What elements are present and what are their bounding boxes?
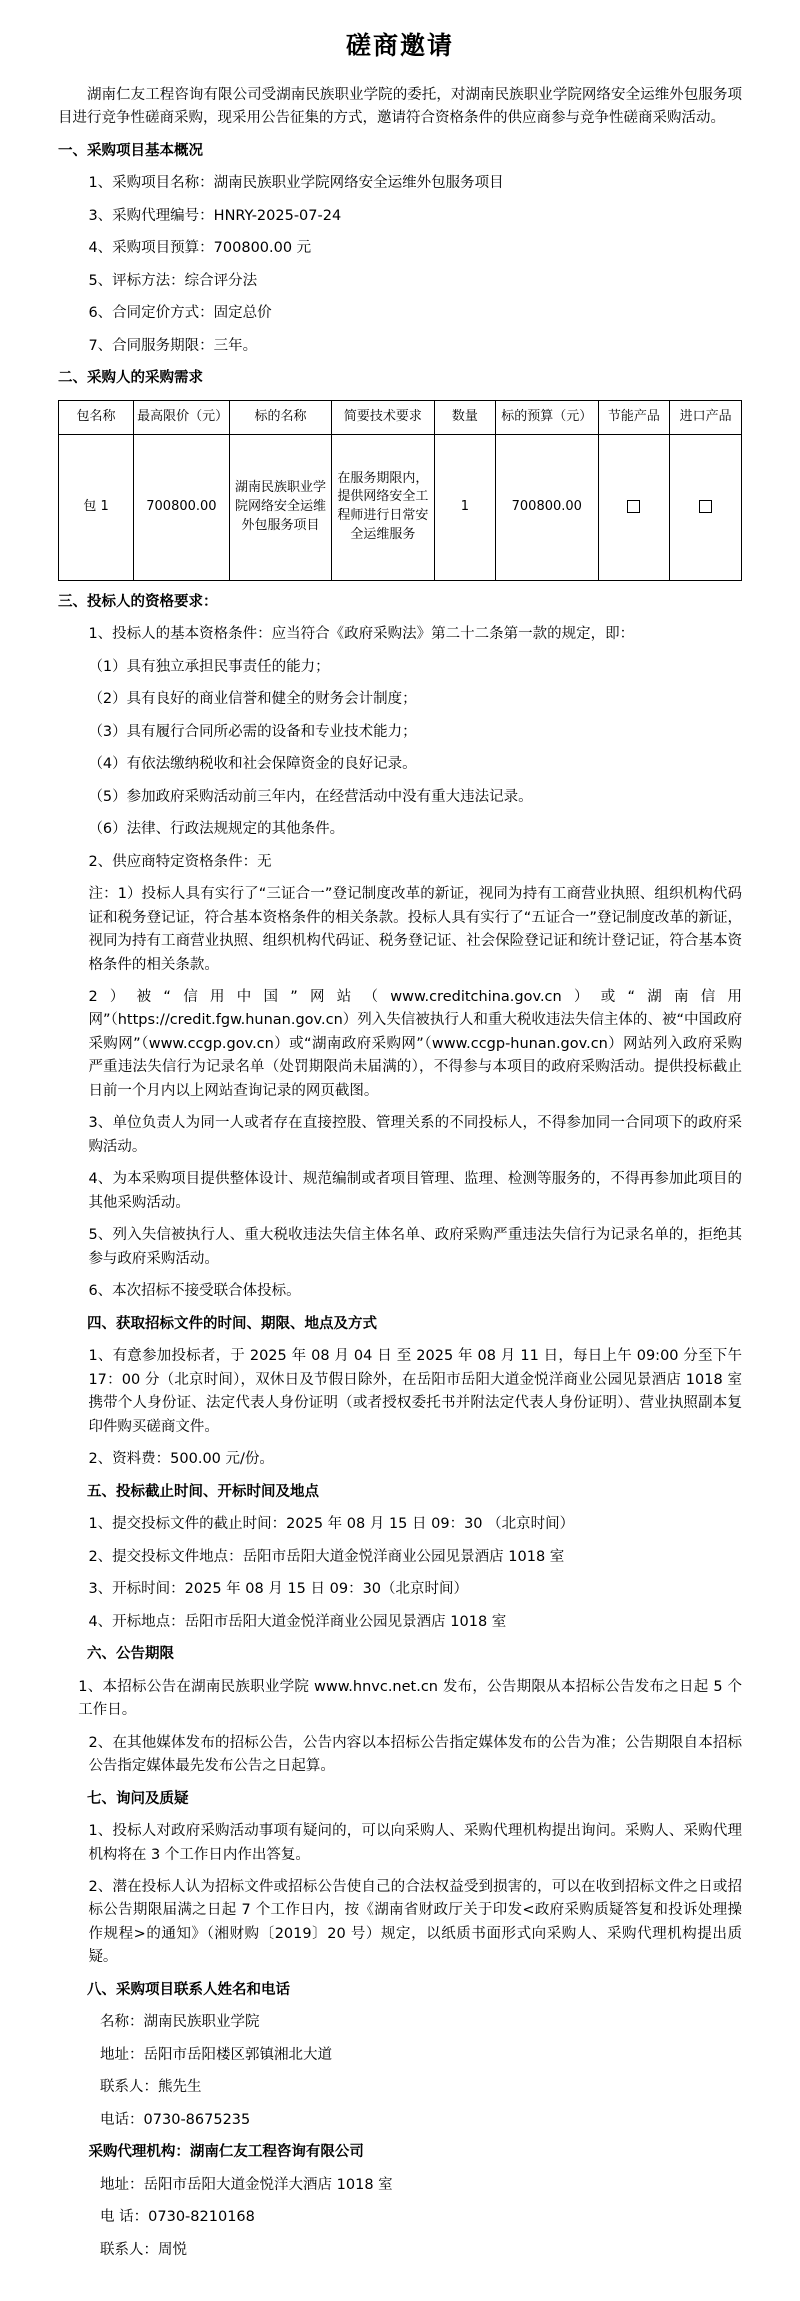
page-title: 磋商邀请 bbox=[345, 31, 454, 60]
checkbox-icon-import[interactable] bbox=[699, 500, 712, 513]
s3-item-7: （6）法律、行政法规规定的其他条件。 bbox=[88, 821, 345, 838]
cell-import-product bbox=[670, 434, 742, 580]
cell-pkg-name: 包 1 bbox=[59, 434, 134, 580]
s1-item-2: 3、采购代理编号：HNRY-2025-07-24 bbox=[88, 207, 342, 224]
intro-paragraph: 湖南仁友工程咨询有限公司受湖南民族职业学院的委托，对湖南民族职业学院网络安全运维外包服务项目进行竞争性磋商采购，现采用公告征集的方式，邀请符合资格条件的供应商参与竞争性磋商采购活动。 bbox=[58, 87, 742, 127]
purchaser-address: 地址：岳阳市岳阳楼区郭镇湘北大道 bbox=[100, 2046, 333, 2063]
th-quantity: 数量 bbox=[434, 400, 495, 434]
s3-note-4: 4、为本采购项目提供整体设计、规范编制或者项目管理、监理、检测等服务的，不得再参加此项目的其他采购活动。 bbox=[88, 1171, 742, 1211]
th-energy-product: 节能产品 bbox=[598, 400, 670, 434]
s3-item-8: 2、供应商特定资格条件：无 bbox=[88, 853, 272, 870]
table-header-row bbox=[59, 400, 742, 434]
s6-item-2: 2、在其他媒体发布的招标公告，公告内容以本招标公告指定媒体发布的公告为准；公告期限自本招标公告指定媒体最先发布公告之日起算。 bbox=[88, 1734, 742, 1775]
s3-item-3: （2）具有良好的商业信誉和健全的财务会计制度； bbox=[88, 691, 417, 708]
s3-note-3: 3、单位负责人为同一人或者存在直接控股、管理关系的不同投标人，不得参加同一合同项下的政府采购活动。 bbox=[88, 1115, 742, 1155]
section-heading-4: 四、获取招标文件的时间、期限、地点及方式 bbox=[87, 1315, 377, 1332]
s1-item-5: 6、合同定价方式：固定总价 bbox=[88, 305, 272, 322]
section-heading-6: 六、公告期限 bbox=[87, 1646, 174, 1663]
checkbox-icon-energy[interactable] bbox=[627, 500, 640, 513]
s3-note-2: 2）被“信用中国”网站（www.creditchina.gov.cn）或“湖南信用网”（https://credit.fgw.hunan.gov.cn）列入失信被执行人和重大税收违法失信主体的、被“中国政府采购网”（www.ccgp.gov.cn）或“湖南政府采购网”（www.ccgp-hunan.gov.cn）网站列入政府采购严重违法失信行为记录名单（处罚期限尚未届满的），不得参与本项目的政府采购活动。提供投标截止日前一个月内以上网站查询记录的网页截图。 bbox=[88, 988, 742, 1099]
th-item-name: 标的名称 bbox=[229, 400, 331, 434]
purchaser-phone: 电话：0730-8675235 bbox=[100, 2111, 251, 2128]
agency-contact-person: 联系人：周悦 bbox=[100, 2241, 188, 2258]
s5-item-1: 1、提交投标文件的截止时间：2025 年 08 月 15 日 09：30 （北京时间） bbox=[88, 1516, 575, 1533]
agency-heading: 采购代理机构：湖南仁友工程咨询有限公司 bbox=[88, 2144, 364, 2161]
agency-address: 地址：岳阳市岳阳大道金悦洋大酒店 1018 室 bbox=[100, 2176, 393, 2193]
section-heading-5: 五、投标截止时间、开标时间及地点 bbox=[87, 1483, 319, 1500]
s5-item-2: 2、提交投标文件地点：岳阳市岳阳大道金悦洋商业公园见景酒店 1018 室 bbox=[88, 1548, 565, 1565]
s3-note-5: 5、列入失信被执行人、重大税收违法失信主体名单、政府采购严重违法失信行为记录名单的，拒绝其参与政府采购活动。 bbox=[88, 1227, 742, 1267]
s5-item-3: 3、开标时间：2025 年 08 月 15 日 09：30（北京时间） bbox=[88, 1581, 469, 1598]
purchaser-name: 名称：湖南民族职业学院 bbox=[100, 2014, 260, 2031]
s5-item-4: 4、开标地点：岳阳市岳阳大道金悦洋商业公园见景酒店 1018 室 bbox=[88, 1613, 507, 1630]
purchaser-contact-person: 联系人：熊先生 bbox=[100, 2079, 202, 2096]
s6-item-1: 1、本招标公告在湖南民族职业学院 www.hnvc.net.cn 发布，公告期限从本招标公告发布之日起 5 个工作日。 bbox=[78, 1678, 742, 1719]
th-import-product: 进口产品 bbox=[670, 400, 742, 434]
s3-item-1: 1、投标人的基本资格条件：应当符合《政府采购法》第二十二条第一款的规定，即： bbox=[88, 626, 635, 643]
s1-item-3: 4、采购项目预算：700800.00 元 bbox=[88, 240, 312, 257]
cell-tech-req: 在服务期限内，提供网络安全工程师进行日常安全运维服务 bbox=[332, 434, 434, 580]
s3-note-6: 6、本次招标不接受联合体投标。 bbox=[88, 1283, 301, 1300]
procurement-requirements-table bbox=[58, 400, 742, 581]
s7-item-1: 1、投标人对政府采购活动事项有疑问的，可以向采购人、采购代理机构提出询问。采购人、采购代理机构将在 3 个工作日内作出答复。 bbox=[88, 1823, 742, 1863]
s3-note-1: 注：1）投标人具有实行了“三证合一”登记制度改革的新证，视同为持有工商营业执照、组织机构代码证和税务登记证，符合基本资格条件的相关条款。投标人具有实行了“五证合一”登记制度改革的新证，视同为持有工商营业执照、组织机构代码证、税务登记证、社会保险登记证和统计登记证，符合基本资格条件的相关条款。 bbox=[88, 886, 742, 973]
th-max-price: 最高限价（元） bbox=[134, 400, 230, 434]
s3-item-6: （5）参加政府采购活动前三年内，在经营活动中没有重大违法记录。 bbox=[88, 788, 533, 805]
th-tech-req: 简要技术要求 bbox=[332, 400, 434, 434]
s3-item-2: （1）具有独立承担民事责任的能力； bbox=[88, 658, 330, 675]
section-heading-8: 八、采购项目联系人姓名和电话 bbox=[87, 1981, 290, 1998]
cell-max-price: 700800.00 bbox=[134, 434, 230, 580]
s3-item-5: （4）有依法缴纳税收和社会保障资金的良好记录。 bbox=[88, 756, 417, 773]
th-pkg-name: 包名称 bbox=[59, 400, 134, 434]
section-heading-2: 二、采购人的采购需求 bbox=[58, 370, 203, 387]
s4-item-2: 2、资料费：500.00 元/份。 bbox=[88, 1451, 274, 1468]
cell-quantity: 1 bbox=[434, 434, 495, 580]
cell-energy-product bbox=[598, 434, 670, 580]
s3-item-4: （3）具有履行合同所必需的设备和专业技术能力； bbox=[88, 723, 417, 740]
agency-phone: 电 话：0730-8210168 bbox=[100, 2209, 255, 2226]
s4-item-1: 1、有意参加投标者，于 2025 年 08 月 04 日 至 2025 年 08 月 11 日，每日上午 09:00 分至下午 17：00 分（北京时间），双休日及节假日除外，在岳阳市岳阳大道金悦洋商业公园见景酒店 1018 室携带个人身份证、法定代表人身份证明（或者授权委托书并附法定代表人身份证明）、营业执照副本复印件购买磋商文件。 bbox=[88, 1348, 742, 1435]
section-heading-1: 一、采购项目基本概况 bbox=[58, 142, 203, 159]
s1-item-6: 7、合同服务期限：三年。 bbox=[88, 337, 258, 354]
s7-item-2: 2、潜在投标人认为招标文件或招标公告使自己的合法权益受到损害的，可以在收到招标文件之日或招标公告期限届满之日起 7 个工作日内，按《湖南省财政厅关于印发<政府采购质疑答复和投诉处理操作规程>的通知》（湘财购〔2019〕20 号）规定，以纸质书面形式向采购人、采购代理机构提出质疑。 bbox=[88, 1879, 742, 1966]
section-heading-7: 七、询问及质疑 bbox=[87, 1790, 189, 1807]
section-heading-3: 三、投标人的资格要求： bbox=[58, 593, 218, 610]
table-row bbox=[59, 434, 742, 580]
cell-item-name: 湖南民族职业学院网络安全运维外包服务项目 bbox=[229, 434, 331, 580]
th-budget: 标的预算（元） bbox=[496, 400, 598, 434]
s1-item-1: 1、采购项目名称：湖南民族职业学院网络安全运维外包服务项目 bbox=[88, 175, 504, 192]
cell-budget: 700800.00 bbox=[496, 434, 598, 580]
s1-item-4: 5、评标方法：综合评分法 bbox=[88, 272, 258, 289]
